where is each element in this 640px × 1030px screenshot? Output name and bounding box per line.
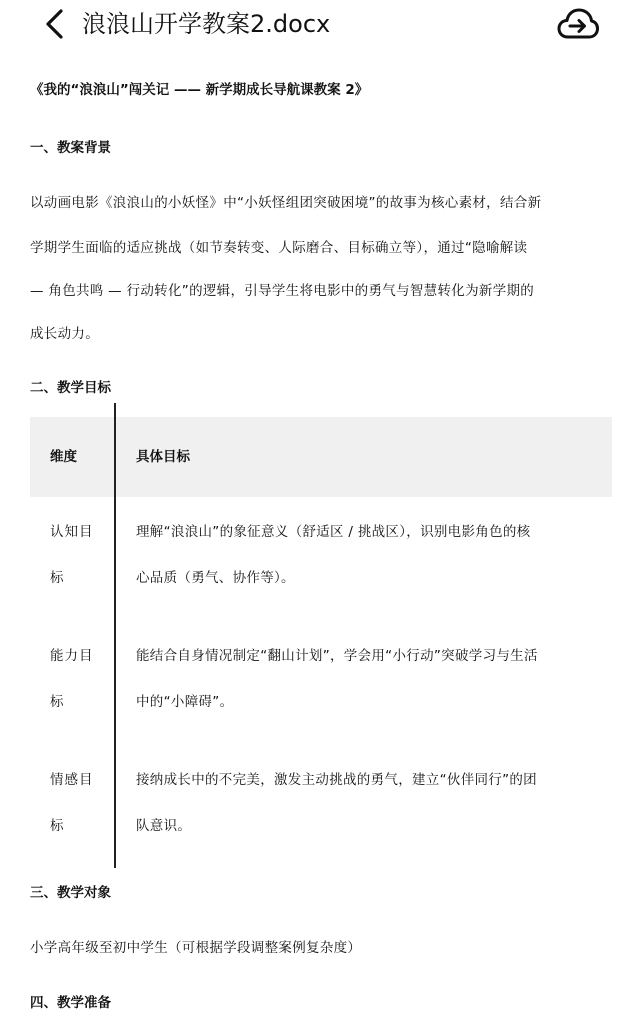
cell-line: 标 [50, 818, 65, 834]
section-title-objectives: 二、教学目标 [30, 380, 111, 396]
table-header-row [30, 417, 612, 497]
cell-line: 队意识。 [136, 818, 192, 834]
top-bar [0, 0, 640, 50]
cell-line: 接纳成长中的不完美，激发主动挑战的勇气，建立“伙伴同行”的团 [136, 772, 537, 788]
cell-line: 中的“小障碍”。 [136, 694, 234, 710]
section-title-background: 一、教案背景 [30, 140, 111, 156]
document-heading: 《我的“浪浪山”闯关记 —— 新学期成长导航课教案 2》 [30, 82, 369, 98]
table-header-goal: 具体目标 [136, 449, 190, 465]
cell-line: 认知目 [50, 524, 94, 540]
paragraph-line: — 角色共鸣 — 行动转化”的逻辑，引导学生将电影中的勇气与智慧转化为新学期的 [30, 283, 535, 299]
cell-line: 能力目 [50, 648, 94, 664]
cloud-upload-button[interactable] [556, 4, 600, 44]
cell-line: 情感目 [50, 772, 94, 788]
section-title-preparation: 四、教学准备 [30, 995, 111, 1011]
cell-line: 标 [50, 694, 65, 710]
section-title-audience: 三、教学对象 [30, 885, 111, 901]
table-row-dimension [50, 757, 102, 849]
cell-line: 理解“浪浪山”的象征意义（舒适区 / 挑战区），识别电影角色的核 [136, 524, 531, 540]
back-button[interactable] [36, 6, 72, 42]
cell-line: 心品质（勇气、协作等）。 [136, 570, 295, 586]
paragraph-line: 以动画电影《浪浪山的小妖怪》中“小妖怪组团突破困境”的故事为核心素材，结合新 [30, 195, 542, 211]
paragraph-line: 小学高年级至初中学生（可根据学段调整案例复杂度） [30, 940, 362, 956]
table-row-dimension [50, 509, 102, 601]
chevron-left-icon [43, 8, 65, 40]
paragraph-line: 学期学生面临的适应挑战（如节奏转变、人际磨合、目标确立等），通过“隐喻解读 [30, 240, 528, 256]
objectives-table [30, 417, 612, 868]
table-row-dimension [50, 633, 102, 725]
table-row-goal [136, 633, 606, 725]
cell-line: 能结合自身情况制定“翻山计划”，学会用“小行动”突破学习与生活 [136, 648, 538, 664]
table-row-goal [136, 757, 606, 849]
table-row-goal [136, 509, 606, 601]
document-title: 浪浪山开学教案2.docx [82, 10, 331, 38]
cell-line: 标 [50, 570, 65, 586]
cloud-upload-icon [557, 7, 599, 41]
table-header-dimension: 维度 [50, 449, 77, 465]
paragraph-line: 成长动力。 [30, 326, 99, 342]
table-column-divider [114, 403, 116, 868]
